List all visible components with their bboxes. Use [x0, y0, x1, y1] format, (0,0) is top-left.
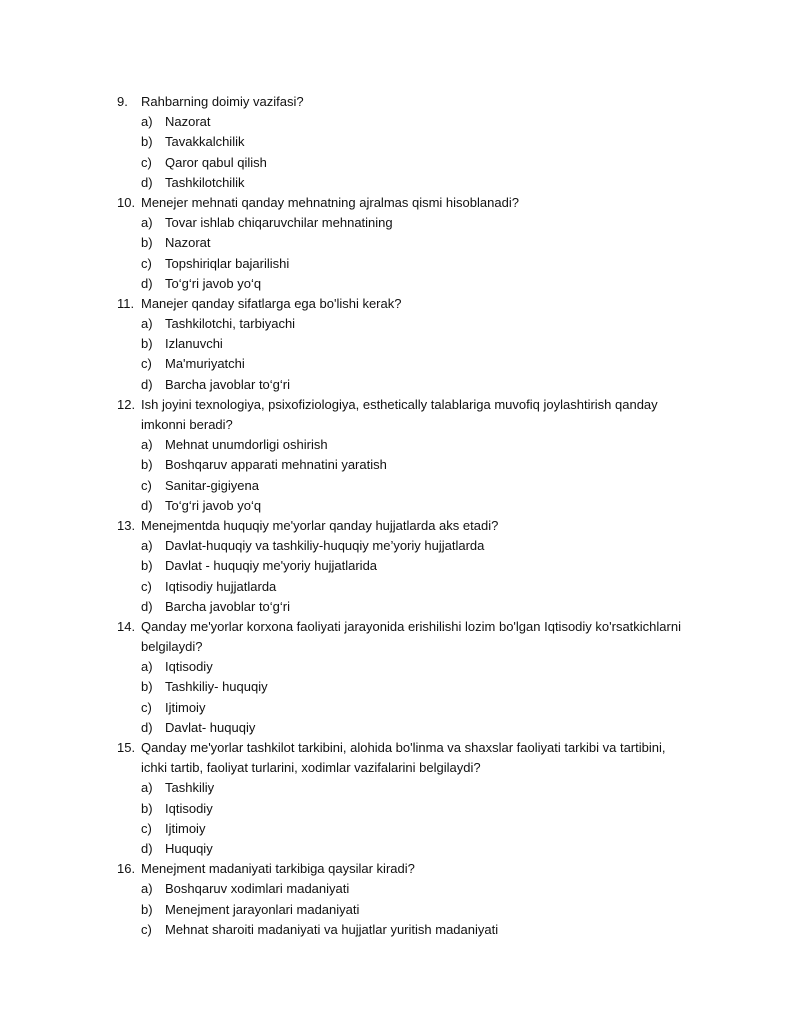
option-letter: c) — [141, 154, 152, 170]
option-b — [0, 799, 800, 819]
option-text: Nazorat — [165, 114, 211, 130]
option-letter: b) — [141, 457, 153, 473]
question-line-continued — [0, 415, 800, 435]
option-c — [0, 254, 800, 274]
option-c — [0, 819, 800, 839]
option-letter: a) — [141, 538, 153, 554]
question-16 — [0, 859, 800, 940]
question-text: Manejer qanday sifatlarga ega bo'lishi kerak? — [141, 295, 402, 311]
question-text: Qanday me'yorlar korxona faoliyati jarayonida erishilishi lozim bo'lgan Iqtisodiy ko'rsatkichlarni — [141, 618, 681, 634]
question-9 — [0, 92, 800, 193]
option-letter: a) — [141, 437, 153, 453]
question-text-continued: ichki tartib, faoliyat turlarini, xodimlar vazifalarini belgilaydi? — [141, 760, 481, 776]
question-text: Menejment madaniyati tarkibiga qaysilar kiradi? — [141, 861, 415, 877]
question-list — [0, 92, 800, 940]
question-15 — [0, 738, 800, 859]
option-text: To‘g‘ri javob yo‘q — [165, 275, 262, 291]
option-b — [0, 132, 800, 152]
option-d — [0, 274, 800, 294]
option-letter: c) — [141, 820, 152, 836]
option-a — [0, 314, 800, 334]
option-b — [0, 334, 800, 354]
question-13 — [0, 516, 800, 617]
option-text: Tashkiliy — [165, 780, 215, 796]
question-10 — [0, 193, 800, 294]
option-text: Topshiriqlar bajarilishi — [165, 255, 290, 271]
option-text: Izlanuvchi — [165, 336, 223, 352]
option-c — [0, 920, 800, 940]
question-line — [0, 617, 800, 637]
option-letter: a) — [141, 659, 153, 675]
question-text-continued: belgilaydi? — [141, 639, 203, 655]
option-text: Huquqiy — [165, 840, 213, 856]
option-letter: b) — [141, 679, 153, 695]
question-number: 12. — [117, 396, 136, 412]
option-d — [0, 173, 800, 193]
option-letter: d) — [141, 840, 153, 856]
option-text: Tashkilotchi, tarbiyachi — [165, 316, 296, 332]
question-line-continued — [0, 637, 800, 657]
option-text: Mehnat unumdorligi oshirish — [165, 437, 328, 453]
question-line — [0, 738, 800, 758]
question-line — [0, 92, 800, 112]
option-letter: c) — [141, 356, 152, 372]
question-number: 15. — [117, 740, 136, 755]
option-d — [0, 718, 800, 738]
option-text: Tovar ishlab chiqaruvchilar mehnatining — [165, 215, 393, 231]
option-letter: a) — [141, 316, 153, 332]
option-d — [0, 597, 800, 617]
question-line — [0, 516, 800, 536]
question-text: Menejer mehnati qanday mehnatning ajralmas qismi hisoblanadi? — [141, 194, 519, 210]
question-text: Qanday me'yorlar tashkilot tarkibini, alohida bo'linma va shaxslar faoliyati tarkibi va tartibini, — [141, 740, 666, 755]
question-number: 14. — [117, 618, 136, 634]
option-d — [0, 375, 800, 395]
option-letter: d) — [141, 376, 153, 392]
question-number: 9. — [117, 94, 128, 109]
option-c — [0, 354, 800, 374]
option-text: Tashkilotchilik — [165, 174, 245, 190]
option-c — [0, 153, 800, 173]
option-text: Davlat-huquqiy va tashkiliy-huquqiy me’yoriy hujjatlarda — [165, 538, 485, 554]
question-text: Menejmentda huquqiy me'yorlar qanday hujjatlarda aks etadi? — [141, 517, 499, 533]
option-text: Davlat - huquqiy me'yoriy hujjatlarida — [165, 558, 378, 574]
option-letter: d) — [141, 497, 153, 513]
option-text: Iqtisodiy — [165, 659, 213, 675]
option-text: Ijtimoiy — [165, 820, 206, 836]
option-letter: c) — [141, 578, 152, 594]
option-a — [0, 435, 800, 455]
option-text: Tashkiliy- huquqiy — [165, 679, 268, 695]
option-letter: b) — [141, 336, 153, 352]
option-text: Barcha javoblar to‘g‘ri — [165, 598, 291, 614]
option-text: Qaror qabul qilish — [165, 154, 267, 170]
question-number: 16. — [117, 861, 136, 877]
option-letter: d) — [141, 275, 153, 291]
option-letter: b) — [141, 800, 153, 816]
option-letter: d) — [141, 719, 153, 735]
option-text: Sanitar-gigiyena — [165, 477, 259, 493]
question-text-continued: imkonni beradi? — [141, 417, 233, 432]
option-letter: c) — [141, 921, 152, 937]
option-a — [0, 879, 800, 899]
option-letter: c) — [141, 699, 152, 715]
option-letter: c) — [141, 255, 152, 271]
option-a — [0, 112, 800, 132]
option-b — [0, 556, 800, 576]
option-text: Nazorat — [165, 235, 211, 251]
option-text: Davlat- huquqiy — [165, 719, 256, 735]
question-number: 10. — [117, 194, 136, 210]
option-letter: d) — [141, 598, 153, 614]
option-text: Barcha javoblar to‘g‘ri — [165, 376, 291, 392]
question-line — [0, 193, 800, 213]
option-letter: b) — [141, 901, 153, 917]
option-text: Ma'muriyatchi — [165, 356, 245, 372]
question-line — [0, 395, 800, 415]
option-text: Tavakkalchilik — [165, 134, 245, 150]
option-b — [0, 900, 800, 920]
option-d — [0, 839, 800, 859]
question-11 — [0, 294, 800, 395]
question-line — [0, 294, 800, 314]
option-text: Mehnat sharoiti madaniyati va hujjatlar yuritish madaniyati — [165, 921, 499, 937]
option-text: Iqtisodiy hujjatlarda — [165, 578, 277, 594]
option-text: Boshqaruv xodimlari madaniyati — [165, 881, 350, 897]
option-text: Boshqaruv apparati mehnatini yaratish — [165, 457, 387, 473]
option-d — [0, 496, 800, 516]
option-b — [0, 455, 800, 475]
option-letter: b) — [141, 235, 153, 251]
option-letter: d) — [141, 174, 153, 190]
question-number: 13. — [117, 517, 136, 533]
option-text: Ijtimoiy — [165, 699, 206, 715]
option-letter: a) — [141, 780, 153, 796]
option-a — [0, 536, 800, 556]
option-c — [0, 476, 800, 496]
question-line — [0, 859, 800, 879]
question-text: Ish joyini texnologiya, psixofiziologiya, esthetically talablariga muvofiq joylashtirish qanday — [141, 396, 658, 412]
option-a — [0, 213, 800, 233]
question-text: Rahbarning doimiy vazifasi? — [141, 94, 304, 109]
question-12 — [0, 395, 800, 516]
option-letter: a) — [141, 114, 153, 130]
option-letter: a) — [141, 881, 153, 897]
option-b — [0, 677, 800, 697]
question-14 — [0, 617, 800, 738]
option-c — [0, 698, 800, 718]
option-text: Iqtisodiy — [165, 800, 213, 816]
question-line-continued — [0, 758, 800, 778]
option-letter: a) — [141, 215, 153, 231]
question-number: 11. — [117, 295, 135, 311]
option-b — [0, 233, 800, 253]
option-text: Menejment jarayonlari madaniyati — [165, 901, 360, 917]
option-text: To‘g‘ri javob yo‘q — [165, 497, 262, 513]
option-letter: b) — [141, 134, 153, 150]
option-letter: c) — [141, 477, 152, 493]
option-c — [0, 577, 800, 597]
option-letter: b) — [141, 558, 153, 574]
option-a — [0, 778, 800, 798]
option-a — [0, 657, 800, 677]
